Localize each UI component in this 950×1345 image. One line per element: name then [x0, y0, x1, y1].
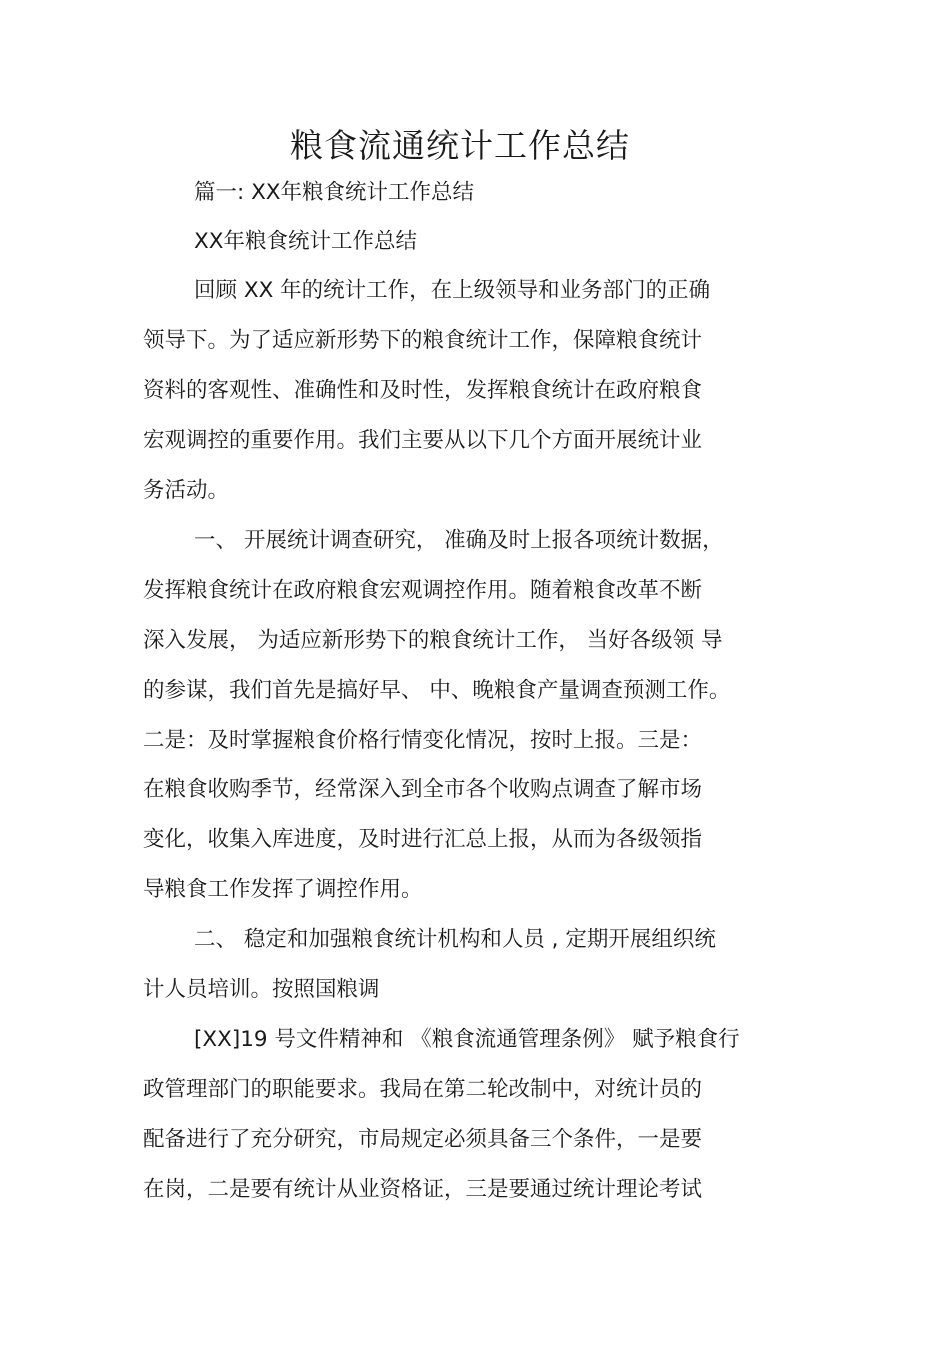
paragraph-line: 变化，收集入库进度，及时进行汇总上报，从而为各级领指	[143, 827, 703, 852]
paragraph-line: 配备进行了充分研究，市局规定必须具备三个条件，一是要	[143, 1127, 703, 1152]
paragraph-line: 在岗，二是要有统计从业资格证，三是要通过统计理论考试	[143, 1177, 703, 1202]
paragraph-line: 宏观调控的重要作用。我们主要从以下几个方面开展统计业	[143, 428, 703, 453]
paragraph-line: 深入发展， 为适应新形势下的粮食统计工作， 当好各级领 导	[143, 628, 723, 653]
paragraph-line: 回顾 XX 年的统计工作，在上级领导和业务部门的正确	[194, 278, 711, 303]
paragraph-line: 导粮食工作发挥了调控作用。	[143, 877, 423, 902]
paragraph-line: 领导下。为了适应新形势下的粮食统计工作，保障粮食统计	[143, 328, 703, 353]
paragraph-line: 务活动。	[143, 478, 230, 503]
paragraph-line: 二是：及时掌握粮食价格行情变化情况，按时上报。三是：	[143, 728, 703, 753]
paragraph-line: 二、 稳定和加强粮食统计机构和人员 , 定期开展组织统	[194, 927, 716, 952]
paragraph-line: [XX]19 号文件精神和 《粮食流通管理条例》 赋予粮食行	[194, 1027, 740, 1052]
paragraph-line: 计人员培训。按照国粮调	[143, 977, 380, 1002]
paragraph-line: 发挥粮食统计在政府粮食宏观调控作用。随着粮食改革不断	[143, 578, 703, 603]
paragraph-line: 的参谋，我们首先是搞好早、 中、晚粮食产量调查预测工作。	[143, 678, 731, 703]
paragraph-line: 政管理部门的职能要求。我局在第二轮改制中，对统计员的	[143, 1077, 703, 1102]
paragraph-line: 在粮食收购季节，经常深入到全市各个收购点调查了解市场	[143, 777, 703, 802]
document-title: 粮食流通统计工作总结	[290, 126, 630, 165]
paragraph-line: 一、 开展统计调查研究， 准确及时上报各项统计数据，	[194, 528, 724, 553]
section-heading: 篇一: XX年粮食统计工作总结	[194, 180, 475, 205]
subtitle: XX年粮食统计工作总结	[194, 229, 417, 254]
paragraph-line: 资料的客观性、准确性和及时性，发挥粮食统计在政府粮食	[143, 378, 703, 403]
